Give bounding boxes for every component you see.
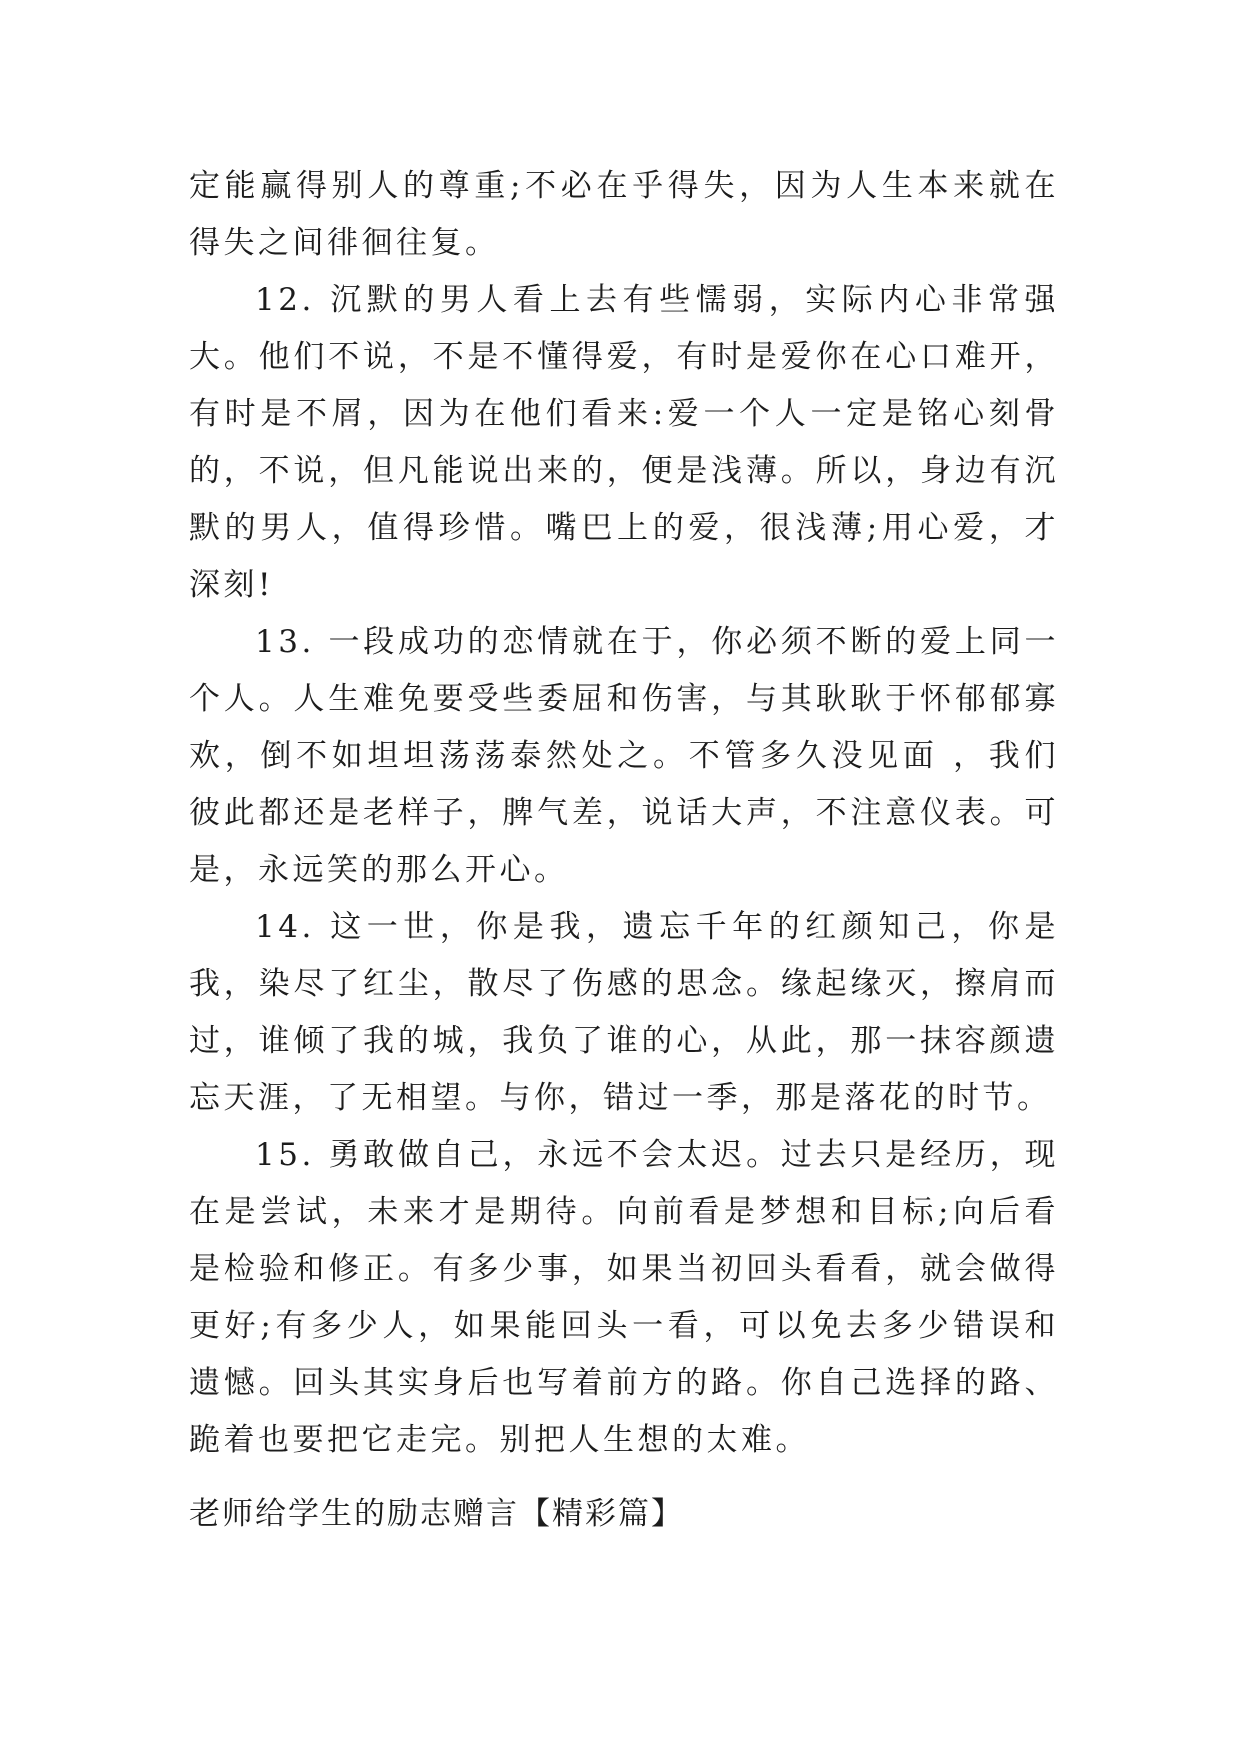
paragraph-item-15: 15. 勇敢做自己，永远不会太迟。过去只是经历，现在是尝试，未来才是期待。向前看是梦想和目标;向后看是检验和修正。有多少事，如果当初回头看看，就会做得更好;有多少人，如果能回头一看，可以免去多少错误和遗憾。回头其实身后也写着前方的路。你自己选择的路、跪着也要把它走完。别把人生想的太难。 bbox=[189, 1137, 1059, 1458]
paragraph-continuation: 定能赢得别人的尊重;不必在乎得失，因为人生本来就在得失之间徘徊往复。 bbox=[189, 168, 1059, 261]
document-body bbox=[189, 158, 1059, 1469]
paragraph-item-13: 13. 一段成功的恋情就在于，你必须不断的爱上同一个人。人生难免要受些委屈和伤害，与其耿耿于怀郁郁寡欢，倒不如坦坦荡荡泰然处之。不管多久没见面 ，我们彼此都还是老样子，脾气差，说话大声，不注意仪表。可是，永远笑的那么开心。 bbox=[189, 624, 1059, 888]
paragraph-item-12: 12. 沉默的男人看上去有些懦弱，实际内心非常强大。他们不说，不是不懂得爱，有时是爱你在心口难开，有时是不屑，因为在他们看来:爱一个人一定是铭心刻骨的，不说，但凡能说出来的，便是浅薄。所以，身边有沉默的男人，值得珍惜。嘴巴上的爱，很浅薄;用心爱，才深刻! bbox=[189, 282, 1059, 603]
section-heading: 老师给学生的励志赠言【精彩篇】 bbox=[189, 1496, 684, 1532]
paragraph-item-14: 14. 这一世，你是我，遗忘千年的红颜知己，你是我，染尽了红尘，散尽了伤感的思念。缘起缘灭，擦肩而过，谁倾了我的城，我负了谁的心，从此，那一抹容颜遗忘天涯，了无相望。与你，错过一季，那是落花的时节。 bbox=[189, 909, 1059, 1116]
